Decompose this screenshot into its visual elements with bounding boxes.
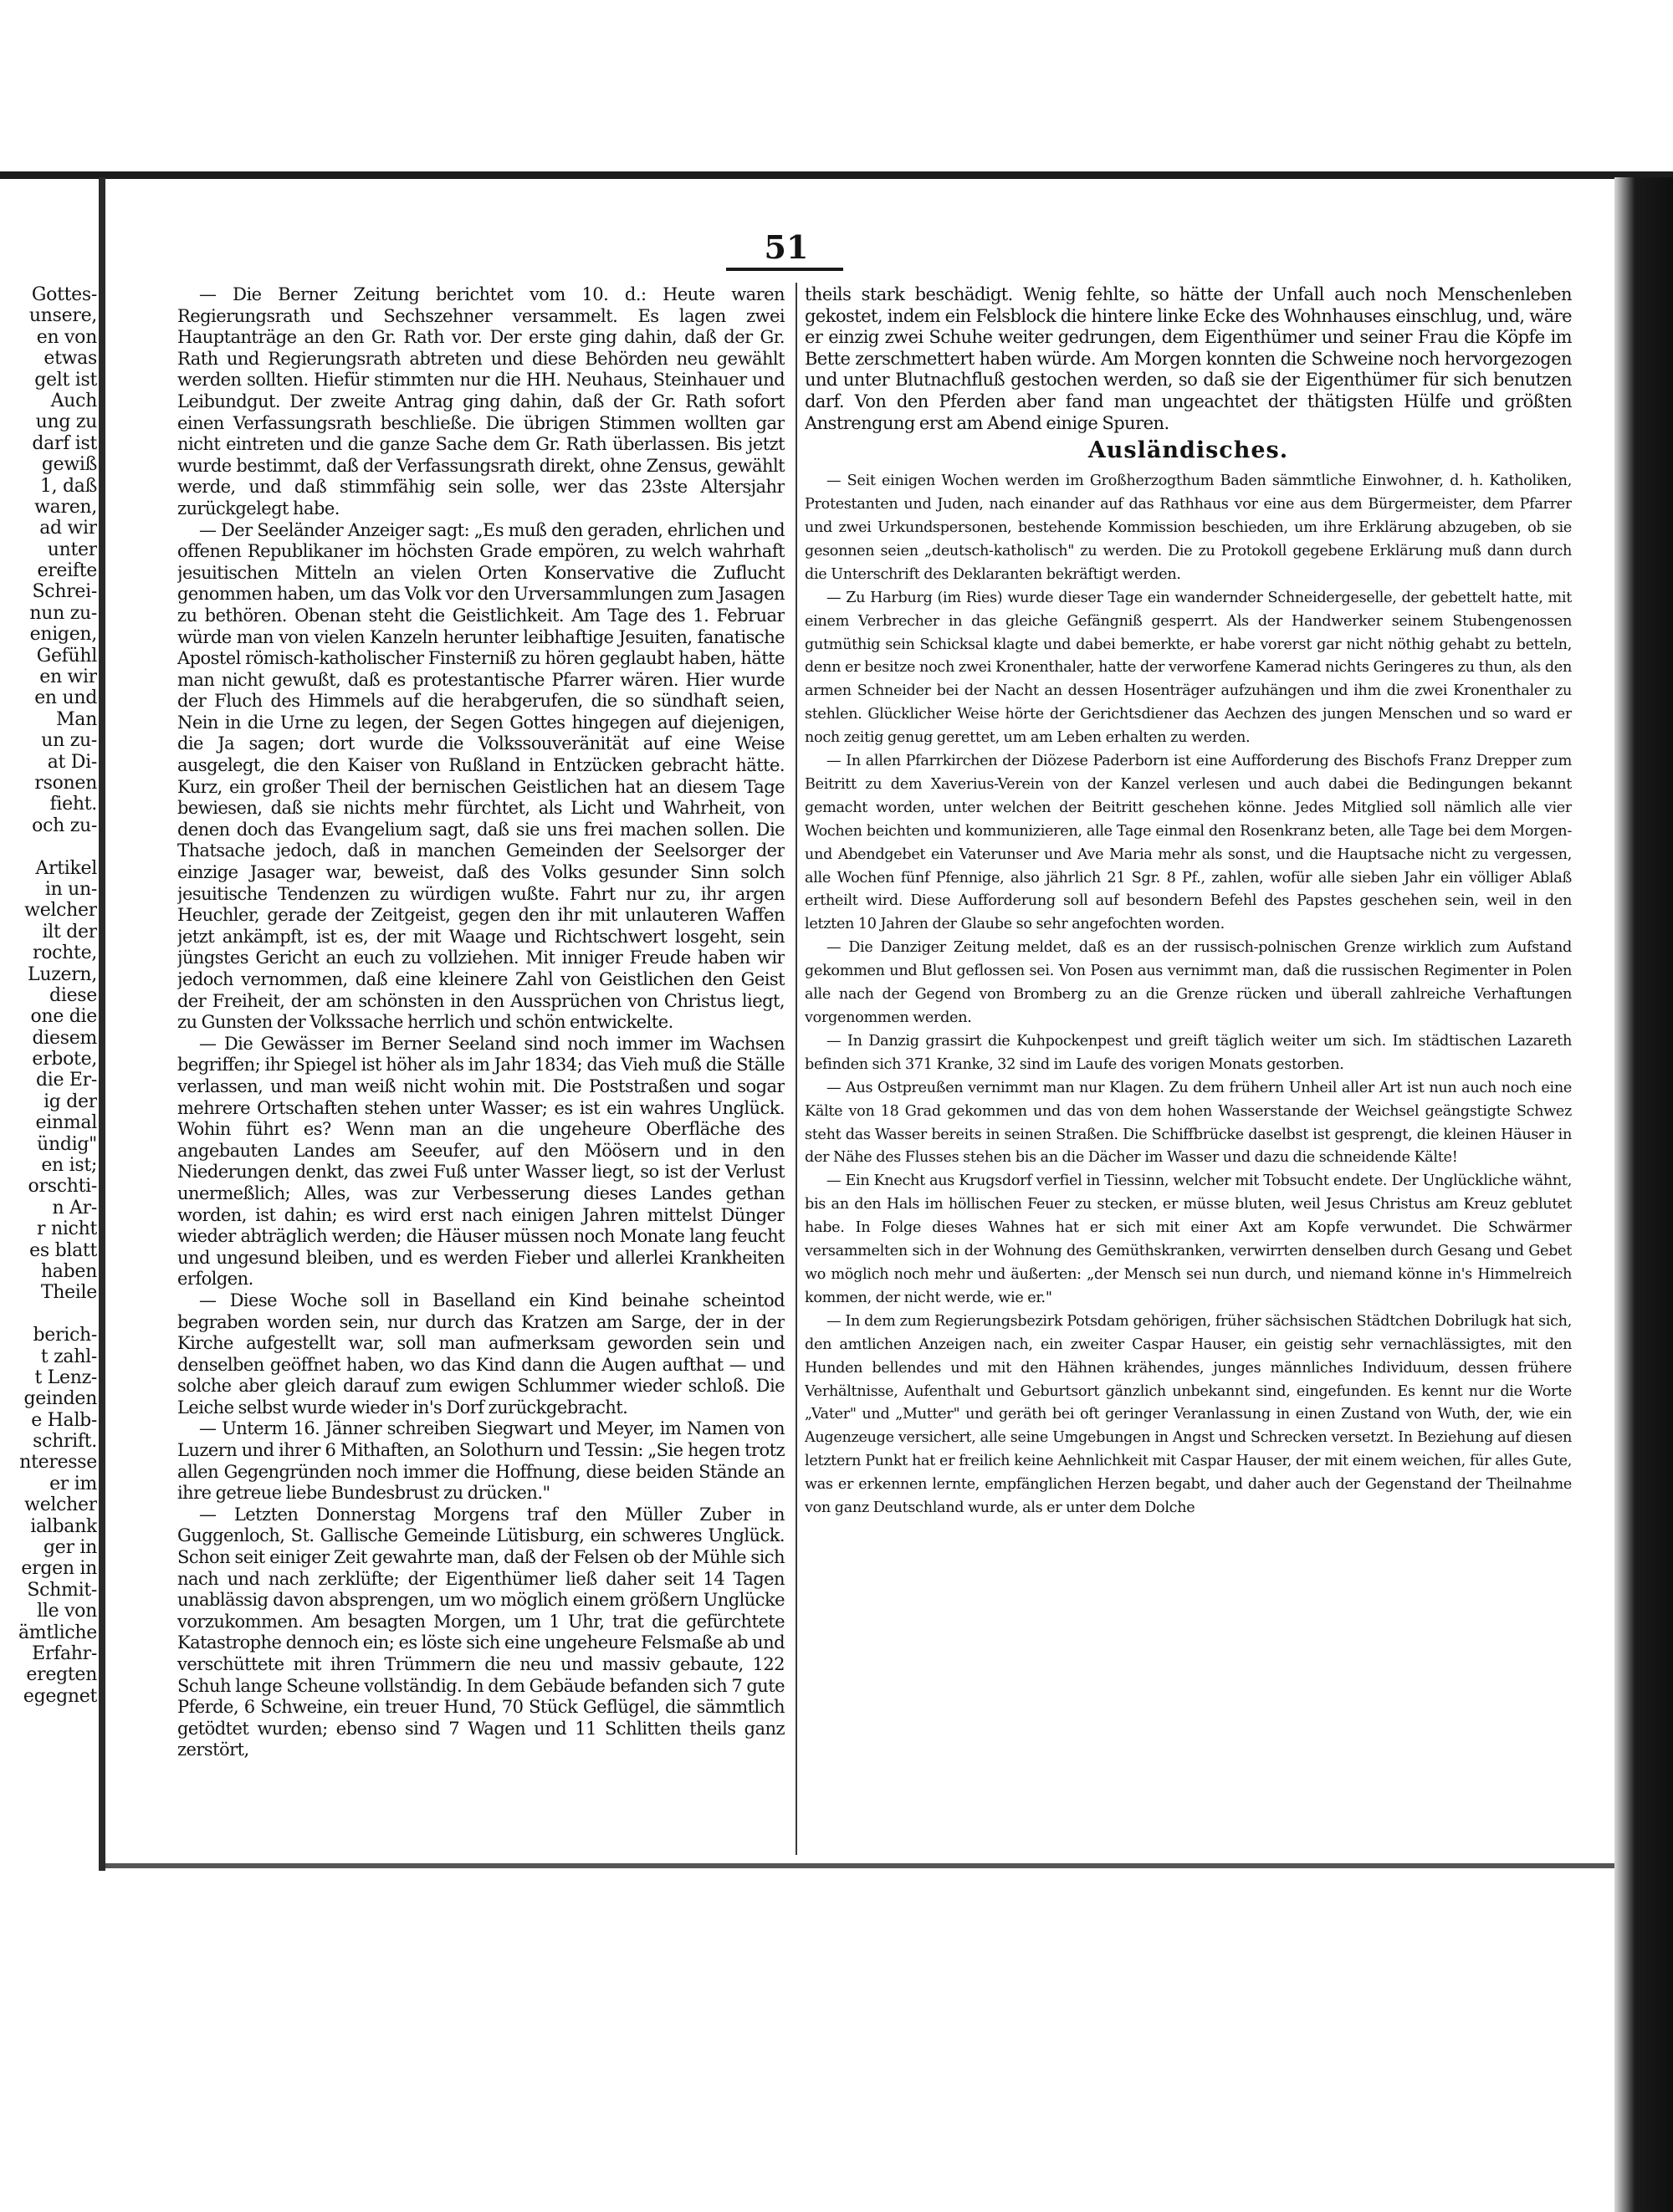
fragment-line: es blatt [29,1239,97,1261]
page-number: 51 [764,228,809,266]
fragment-line: Auch [50,390,97,411]
fragment-line: n Ar- [52,1197,97,1218]
fragment-line: enigen, [29,624,97,646]
fragment-line: at Di- [47,751,97,773]
fragment-line: ialbank [30,1515,97,1537]
fragment-line: ergen in [21,1558,97,1580]
foreign-news-item: — Aus Ostpreußen vernimmt man nur Klagen. Zu dem frühern Unheil aller Art ist nun auch noch eine Kälte von 18 Grad gekommen und das von dem hohen Wasserstande der Weichsel geängstigte Schwez steht das Wasser bereits in seinen Straßen. Die Schiffbrücke daselbst ist gesprengt, die kleinen Häuser in der Nähe des Flusses stehen bis an die Dächer im Wasser und dazu die schneidende Kälte! [805,1079,1572,1167]
fragment-line: ündig" [37,1133,97,1155]
fragment-line: un zu- [41,730,97,752]
fragment-line: die Er- [35,1070,97,1091]
fragment-line: ger in [43,1537,97,1559]
news-item: — Der Seeländer Anzeiger sagt: „Es muß den geraden, ehrlichen und offenen Republikaner im höchsten Grade empören, zu welch wahrhaft jesuitischen Mitteln an vielen Orten Konservative die Zuflucht genommen haben, um das Volk vor den Urversammlungen zum Jasagen zu bethören. Obenan steht die Geistlichkeit. Am Tage des 1. Februar würde man von vielen Kanzeln herunter leibhaftige Jesuiten, fanatische Apostel römisch-katholischer Finsterniß zu hören geglaubt haben, hätte man nicht gewußt, daß es protestantische Pfarrer wären. Hier wurde der Fluch des Himmels auf die herabgerufen, die so sündhaft seien, Nein in die Urne zu legen, der Segen Gottes hingegen auf diejenigen, die Ja sagen; dort wurde die Volkssouveränität auf eine Weise ausgelegt, die den Kaiser von Rußland in Entzücken gebracht hätte. Kurz, ein großer Theil der bernischen Geistlichen hat an diesem Tage bewiesen, daß sie nichts mehr fürchtet, als Licht und Wahrheit, von denen doch das Evangelium sagt, daß sie uns frei machen sollen. Die Thatsache jedoch, daß in manchen Gemeinden der Seelsorger der einzige Jasager war, beweist, daß des Volks gesunder Sinn solch jesuitische Tendenzen zu würdigen wußte. Fahrt nur zu, ihr argen Heuchler, gerade der Zeitgeist, gegen den ihr mit unlauteren Waffen jetzt ankämpft, ist es, der mit Waage und Richtschwert losgeht, sein jüngstes Gericht an euch zu vollziehen. Mit inniger Freude haben wir jedoch vernommen, daß eine kleinere Zahl von Geistlichen den Geist der Freiheit, der am schönsten in den Aussprüchen von Christus liegt, zu Gunsten der Volkssache herrlich und schön entwickelte. [177,519,785,1033]
fragment-line: unsere, [28,305,97,327]
fragment-line: egegnet [23,1685,97,1707]
fragment-line: Schmit- [27,1579,97,1601]
fragment-line: unter [47,539,97,560]
fragment-line: en von [36,326,97,348]
fragment-line: geinden [23,1388,97,1410]
fragment-line [0,1304,97,1325]
fragment-line: rochte, [32,943,97,964]
foreign-news-item: — In allen Pfarrkirchen der Diözese Paderborn ist eine Aufforderung des Bischofs Franz Drepper zum Beitritt zu dem Xaverius-Verein von der Kanzel verlesen und auch dabei die Bedingungen bekannt gemacht worden, unter welchen der Beitritt geschehen könne. Jedes Mitglied soll nämlich alle vier Wochen beichten und kommunizieren, alle Tage einmal den Rosenkranz beten, alle Tage bei dem Morgen- und Abendgebet ein Vaterunser und Ave Maria mehr als sonst, und die Hauptsache nicht zu vergessen, alle Wochen fünf Pfennige, also jährlich 21 Sgr. 8 Pf., zahlen, wofür alle sieben Jahr ein völliger Ablaß ertheilt wird. Diese Aufforderung soll auf besondern Befehl des Papstes geschehen sein, weil in den letzten 10 Jahren der Glaube so sehr angefochten worden. [805,753,1572,933]
fragment-line: ad wir [39,518,97,539]
fragment-line: och zu- [32,815,97,836]
fragment-line: one die [30,1006,97,1028]
scan-top-margin [0,0,1673,177]
fragment-line: en ist; [41,1155,97,1177]
news-item: — Diese Woche soll in Baselland ein Kind beinahe scheintod begraben worden sein, nur durch das Kratzen am Sarge, der in der Kirche aufgestellt war, soll man aufmerksam geworden sein und denselben geöffnet haben, wo das Kind dann die Augen aufthat — und solche aber gleich darauf zum ewigen Schlummer wieder schloß. Die Leiche selbst wurde wieder in's Dorf zurückgebracht. [177,1290,785,1418]
fragment-line: Artikel [35,857,97,879]
fragment-line: haben [40,1260,97,1282]
previous-page-fragment-column [0,284,97,1865]
foreign-news-item: — In dem zum Regierungsbezirk Potsdam gehörigen, früher sächsischen Städtchen Dobrilugk hat sich, den amtlichen Anzeigen nach, ein zweiter Caspar Hauser, ein geistig sehr vernachlässigtes, mit den Hunden bellendes und mit den Hähnen krähendes, junges männliches Individuum, dessen frühere Verhältnisse, Aufenthalt und Geburtsort gänzlich unbekannt sind, eingefunden. Es kennt nur die Worte „Vater" und „Mutter" und geräth bei oft geringer Veranlassung in einen Zustand von Wuth, der, wie ein Augenzeuge versichert, alle seine Umgebungen in Angst und Schrecken versetzt. In Beziehung auf diesen letztern Punkt hat er freilich keine Aehnlichkeit mit Caspar Hauser, der mit einem weichen, für alles Gute, was er erkennen lernte, empfänglichen Herzen begabt, und daher auch der Gegenstand der Theilnahme von ganz Deutschland wurde, als er unter dem Dolche [805,1312,1572,1517]
fragment-line: Gottes- [31,284,97,305]
fragment-line: Man [56,708,97,730]
fragment-line: ung zu [35,411,97,433]
section-heading-foreign: Ausländisches. [1087,437,1289,464]
fragment-line: berich- [33,1325,97,1346]
fragment-line: nun zu- [29,602,97,624]
fragment-line: fieht. [49,794,97,815]
news-item-continued: theils stark beschädigt. Wenig fehlte, so hätte der Unfall auch noch Menschenleben gekostet, indem ein Felsblock die hintere linke Ecke des Wohnhauses einschlug, und, wäre er einzig zwei Schuhe weiter gedrungen, dem Eigenthümer und seiner Frau die Köpfe im Bette zerschmettert haben würde. Am Morgen konnten die Schweine noch hervorgezogen und unter Blutnachfluß gestochen werden, so daß sie der Eigenthümer für sich benutzen darf. Von den Pferden aber fand man ungeachtet der thätigsten Hülfe und größten Anstrengung erst am Abend einige Spuren. [805,284,1572,433]
fragment-line: diese [49,984,97,1006]
news-item: — Letzten Donnerstag Morgens traf den Müller Zuber in Guggenloch, St. Gallische Gemeinde Lütisburg, ein schweres Unglück. Schon seit einiger Zeit gewahrte man, daß der Felsen ob der Mühle sich nach und nach zerklüfte; der Eigenthümer ließ daher seit 14 Tagen unablässig davon absprengen, um wo möglich einem größern Unglücke vorzukommen. Am besagten Morgen, um 1 Uhr, trat die gefürchtete Katastrophe dennoch ein; es löste sich eine ungeheure Felsmaße ab und verschüttete mit ihren Trümmern die neu und massiv gebaute, 122 Schuh lange Scheune vollständig. In dem Gebäude befanden sich 7 gute Pferde, 6 Schweine, ein treuer Hund, 70 Stück Geflügel, die sämmtlich getödtet wurden; ebenso sind 7 Wagen und 11 Schlitten theils ganz zerstört, [177,1504,785,1760]
foreign-news-list [805,470,1572,1520]
foreign-news-item: — Seit einigen Wochen werden im Großherzogthum Baden sämmtliche Einwohner, d. h. Katholiken, Protestanten und Juden, nach einander auf das Rathhaus vor eine aus dem Bürgermeister, dem Pfarrer und zwei Urkundspersonen, bestehende Kommission beschieden, um ihre Erklärung abzugeben, ob sie gesonnen seien „deutsch-katholisch" zu werden. Die zu Protokoll gegebene Erklärung muß dann durch die Unterschrift des Deklaranten bekräftigt werden. [805,473,1572,583]
news-item: — Die Berner Zeitung berichtet vom 10. d.: Heute waren Regierungsrath und Sechszehner versammelt. Es lagen zwei Hauptanträge an den Gr. Rath vor. Der erste ging dahin, daß der Gr. Rath und Regierungsrath abtreten und diese Behörden neu gewählt werden sollten. Hiefür stimmten nur die HH. Neuhaus, Steinhauer und Leibundgut. Der zweite Antrag ging dahin, daß der Gr. Rath sofort einen Verfassungsrath beschließe. Die übrigen Stimmen wollten gar nicht eintreten und die ganze Sache dem Gr. Rath überlassen. Bis jetzt wurde bestimmt, daß der Verfassungsrath direkt, ohne Zensus, gewählt werde, und daß stimmfähig sein solle, wer das 23ste Altersjahr zurückgelegt habe. [177,284,785,519]
foreign-news-item: — Ein Knecht aus Krugsdorf verfiel in Tiessinn, welcher mit Tobsucht endete. Der Unglückliche wähnt, bis an den Hals im höllischen Feuer zu stecken, er müsse bluten, weil Jesus Christus am Kreuz geblutet habe. In Folge dieses Wahnes hat er sich mit einer Axt am Kopfe verwundet. Die Schwärmer versammelten sich in der Wohnung des Gemüthskranken, verwirrten denselben durch Gesang und Gebet wo möglich noch mehr und äußerten: „der Mensch sei nun durch, und niemand könne in's Himmelreich kommen, der nicht werde, wie er." [805,1172,1572,1306]
fragment-line: in un- [44,878,97,900]
fragment-line: ig der [43,1091,97,1112]
continued-article [805,284,1572,434]
fragment-line: Theile [40,1282,97,1304]
fragment-line: lle von [37,1601,97,1622]
fragment-line: waren, [34,496,97,518]
fragment-line: Gefühl [36,645,97,667]
scan-top-edge [0,171,1673,179]
foreign-news-item: — In Danzig grassirt die Kuhpockenpest und greift täglich weiter um sich. Im städtischen Lazareth befinden sich 371 Kranke, 32 sind im Laufe des vorigen Monats gestorben. [805,1032,1572,1073]
fragment-line: erbote, [32,1049,97,1070]
fragment-line [0,836,97,857]
news-item: — Unterm 16. Jänner schreiben Siegwart und Meyer, im Namen von Luzern und ihrer 6 Mithaften, an Solothurn und Tessin: „Sie hegen trotz allen Gegengründen noch immer die Hoffnung, diese beiden Stände an ihre getreue liebe Bundesbrust zu drücken." [177,1418,785,1504]
foreign-news-item: — Zu Harburg (im Ries) wurde dieser Tage ein wandernder Schneidergeselle, der gebettelt hatte, mit einem Verbrecher in das gleiche Gefängniß gesperrt. Als der Handwerker seinem Stubengenossen gutmüthig sein Schicksal klagte und dabei bemerkte, er habe vorerst gar nicht nöthig gehabt zu betteln, denn er besitze noch zwei Kronenthaler, hatte der verworfene Kamerad nichts Geringeres zu thun, als den armen Schneider bei der Nacht an dessen Hosenträger aufzuhängen und ihm die zwei Kronenthaler zu stehlen. Glücklicher Weise hörte der Gerichtsdiener das Aechzen des jungen Menschen und so ward er noch zeitig genug gerettet, um am Leben erhalten zu werden. [805,589,1572,747]
fragment-line: Luzern, [28,963,97,985]
fragment-line: etwas [43,348,97,370]
fragment-line: schrift. [33,1431,97,1453]
fragment-line: er im [49,1473,97,1494]
fragment-line: en wir [39,667,97,688]
fragment-line: t Lenz- [34,1367,97,1388]
scan-right-edge [1614,177,1673,2212]
fragment-line: welcher [24,900,97,922]
fragment-line: ämtliche [18,1622,97,1643]
fragment-line: ilt der [42,921,97,943]
fragment-line: gewiß [41,454,97,476]
foreign-news-item: — Die Danziger Zeitung meldet, daß es an der russisch-polnischen Grenze wirklich zum Aufstand gekommen und Blut geflossen sei. Von Posen aus vernimmt man, daß die russischen Regimenter in Polen alle nach der Gegend von Bromberg zu an die Grenze rücken und überall zahlreiche Verhaftungen vorgenommen werden. [805,939,1572,1026]
fragment-line: darf ist [32,432,97,454]
fragment-line: Erfahr- [32,1643,97,1664]
page-number-rule [726,268,843,271]
fragment-line: e Halb- [31,1409,97,1431]
article-column-left [177,284,785,1865]
fragment-line: en und [34,687,97,709]
fragment-line: t zahl- [40,1346,97,1367]
news-item: — Die Gewässer im Berner Seeland sind noch immer im Wachsen begriffen; ihr Spiegel ist höher als im Jahr 1834; das Vieh muß die Ställe verlassen, und man weiß nicht wohin mit. Die Poststraßen und sogar mehrere Ortschaften stehen unter Wasser; es ist ein wahres Unglück. Wohin führt es? Wenn man an die ungeheure Oberfläche des angebauten Landes am Seeufer, auf den Möösern und in den Niederungen denkt, das zwei Fuß unter Wasser liegt, so ist der Verlust unermeßlich; Alles, was zur Verbesserung dieses Landes gethan worden, ist dahin; es wird erst nach einigen Jahren mittelst Dünger wieder abträglich werden; die Häuser müssen noch Monate lang feucht und ungesund bleiben, und es werden Fieber und allerlei Krankheiten erfolgen. [177,1033,785,1290]
fragment-line: gelt ist [34,369,97,391]
fragment-line: einmal [35,1112,97,1134]
fragment-line: orschti- [28,1176,97,1198]
fragment-line: r nicht [37,1218,97,1240]
fragment-line: welcher [24,1494,97,1516]
fragment-line: rsonen [34,772,97,794]
fragment-line: nteresse [19,1452,97,1474]
column-divider [796,283,797,1855]
fragment-line: Schrei- [32,581,97,603]
fragment-line: eregten [26,1664,97,1686]
article-column-right [805,284,1572,1865]
page-fold-shadow [99,177,105,1871]
fragment-line: ereifte [37,560,97,582]
fragment-line: diesem [32,1027,97,1049]
fragment-line: 1, daß [39,475,97,497]
